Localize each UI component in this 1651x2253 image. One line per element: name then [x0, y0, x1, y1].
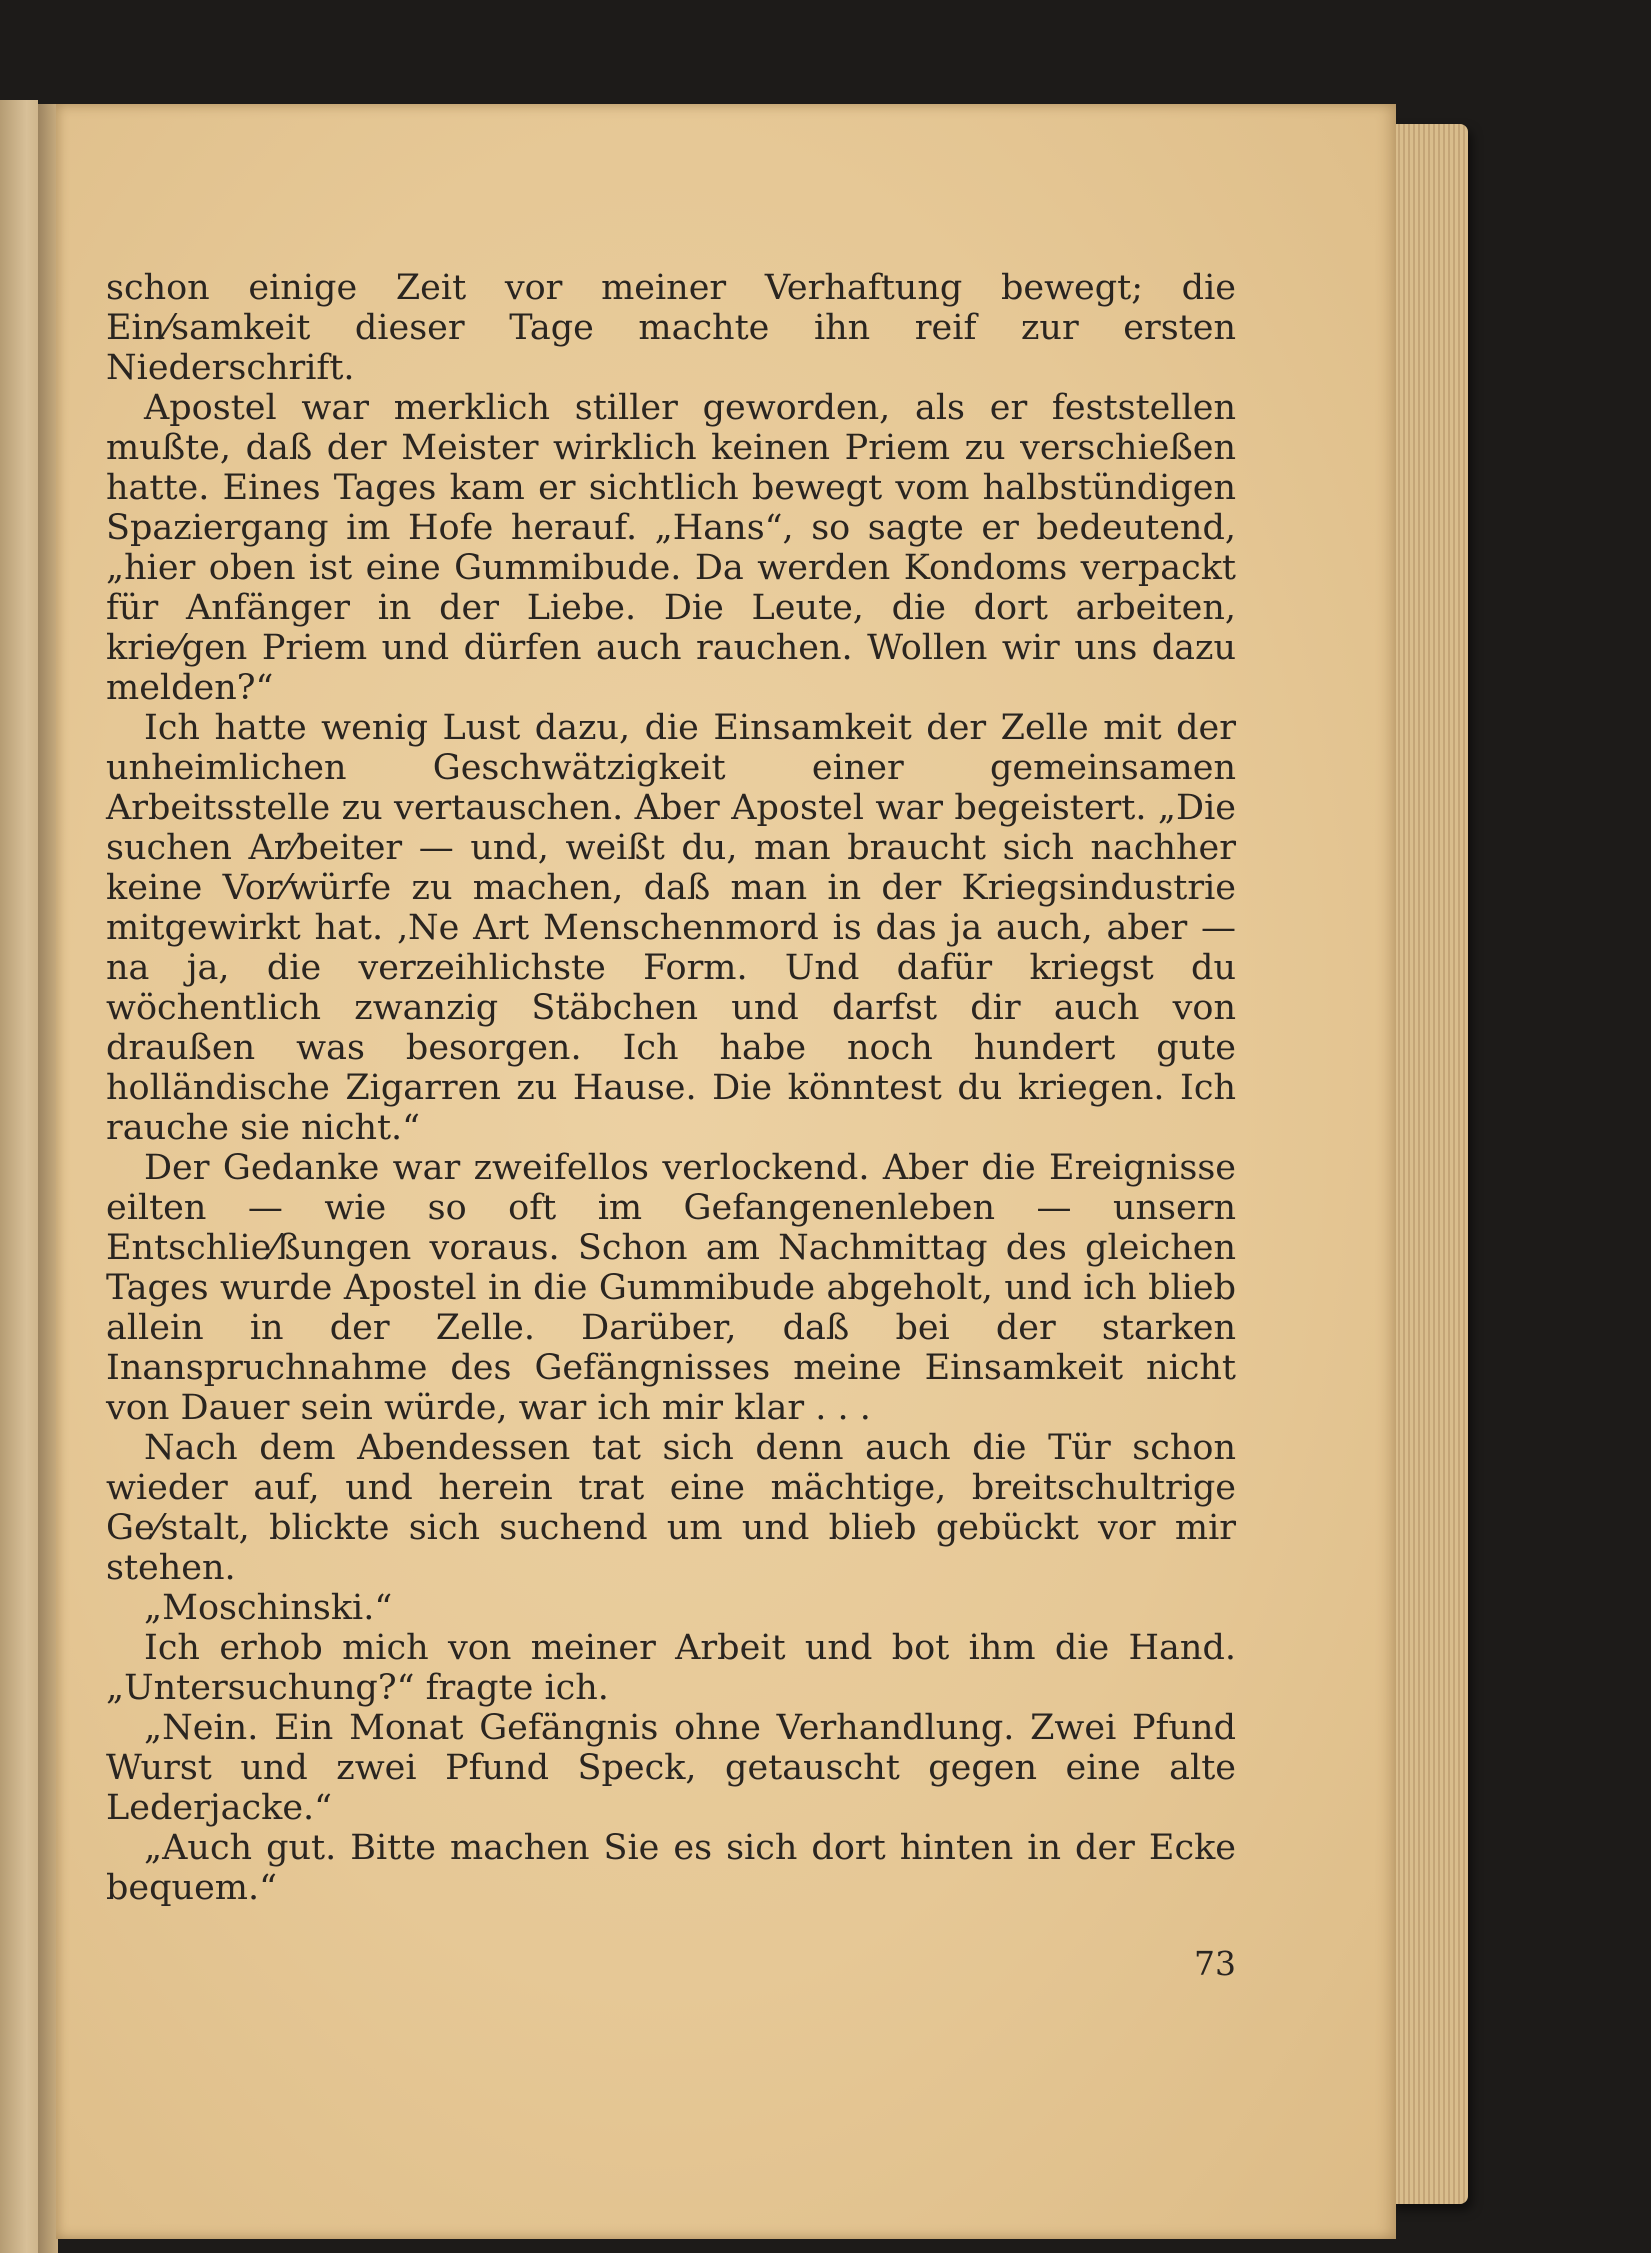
paragraph-2: Apostel war merklich stiller geworden, als er feststellen mußte, daß der Meister wirklich keinen Priem zu verschießen hatte. Eines Tages kam er sichtlich bewegt vom halbstündigen Spaziergang im Hofe herauf. „Hans“, so sagte er bedeutend, „hier oben ist eine Gummibude. Da werden Kondoms verpackt für Anfänger in der Liebe. Die Leute, die dort arbeiten, krie⁄gen Priem und dürfen auch rauchen. Wollen wir uns dazu melden?“	[106, 388, 1236, 708]
body-text	[106, 268, 1236, 1908]
page-number: 73	[1194, 1944, 1236, 1983]
paragraph-4: Der Gedanke war zweifellos verlockend. Aber die Ereignisse eilten — wie so oft im Gefangenenleben — unsern Entschlie⁄ßungen voraus. Schon am Nachmittag des gleichen Tages wurde Apostel in die Gummibude abgeholt, und ich blieb allein in der Zelle. Darüber, daß bei der starken Inanspruchnahme des Gefängnisses meine Einsamkeit nicht von Dauer sein würde, war ich mir klar . . .	[106, 1148, 1236, 1428]
paragraph-7: Ich erhob mich von meiner Arbeit und bot ihm die Hand. „Untersuchung?“ fragte ich.	[106, 1628, 1236, 1708]
facing-page-edge	[0, 100, 38, 2253]
paragraph-6: „Moschinski.“	[144, 1588, 393, 1628]
paragraph-9: „Auch gut. Bitte machen Sie es sich dort hinten in der Ecke bequem.“	[106, 1828, 1236, 1908]
page-block-edges	[1390, 124, 1468, 2204]
paragraph-1: schon einige Zeit vor meiner Verhaftung bewegt; die Ein⁄samkeit dieser Tage machte ihn reif zur ersten Niederschrift.	[106, 268, 1236, 388]
paragraph-5: Nach dem Abendessen tat sich denn auch die Tür schon wieder auf, und herein trat eine mächtige, breitschultrige Ge⁄stalt, blickte sich suchend um und blieb gebückt vor mir stehen.	[106, 1428, 1236, 1588]
book-gutter	[38, 104, 58, 2253]
paragraph-3: Ich hatte wenig Lust dazu, die Einsamkeit der Zelle mit der unheimlichen Geschwätzigkeit einer gemeinsamen Arbeitsstelle zu vertauschen. Aber Apostel war begeistert. „Die suchen Ar⁄beiter — und, weißt du, man braucht sich nachher keine Vor⁄würfe zu machen, daß man in der Kriegsindustrie mitgewirkt hat. ‚Ne Art Menschenmord is das ja auch, aber — na ja, die verzeihlichste Form. Und dafür kriegst du wöchentlich zwanzig Stäbchen und darfst dir auch von draußen was besorgen. Ich habe noch hundert gute holländische Zigarren zu Hause. Die könntest du kriegen. Ich rauche sie nicht.“	[106, 708, 1236, 1148]
paragraph-8: „Nein. Ein Monat Gefängnis ohne Verhandlung. Zwei Pfund Wurst und zwei Pfund Speck, getauscht gegen eine alte Lederjacke.“	[106, 1708, 1236, 1828]
